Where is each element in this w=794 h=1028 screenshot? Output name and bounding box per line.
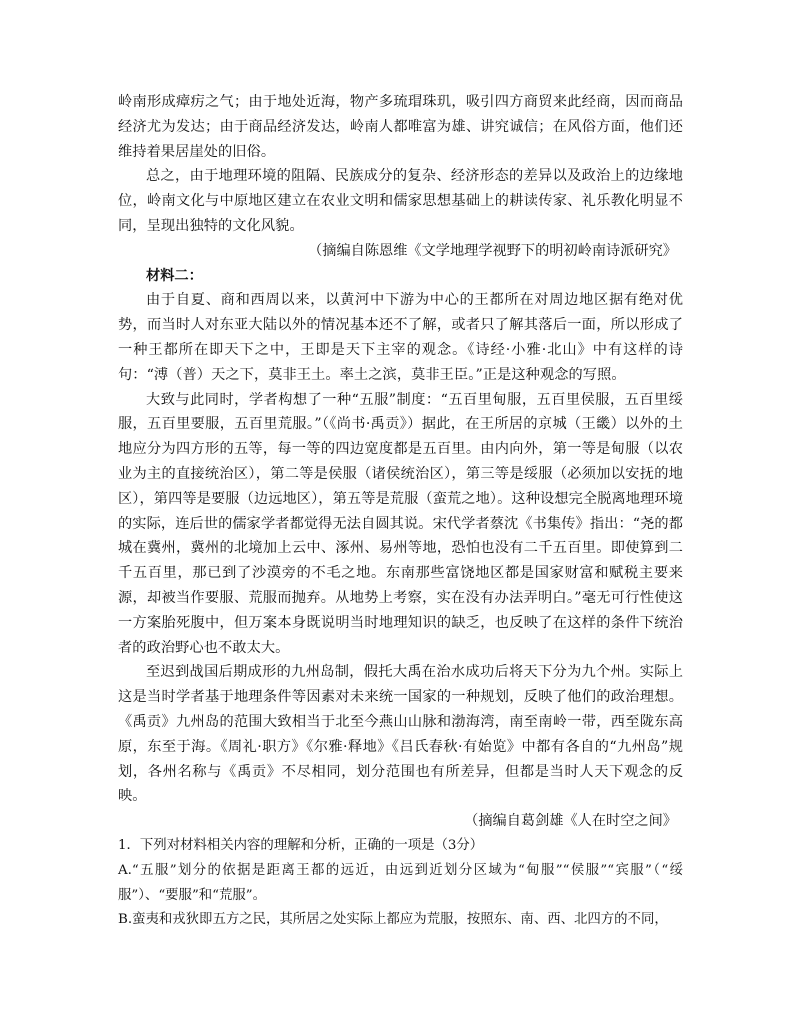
paragraph-1: 岭南形成瘴疠之气；由于地处近海，物产多琉瑁珠玑，吸引四方商贸来此经商，因而商品经济尤为发达；由于商品经济发达，岭南人都唯富为雄、讲究诚信；在风俗方面，他们还维持着果居崖处的旧俗。 [118,94,683,160]
source-citation-2: （摘编自葛剑雄《人在时空之间》 [464,813,677,830]
material-two-heading: 材料二： [146,267,203,284]
paragraph-5: 至迟到战国后期成形的九州岛制，假托大禹在治水成功后将天下分为九个州。实际上这是当时学者基于地理条件等因素对未来统一国家的一种规划，反映了他们的政治理想。《禹贡》九州岛的范围大致相当于北至今燕山山脉和渤海湾，南至南岭一带，西至陇东高原，东至于海。《周礼·职方》《尔雅·释地》《吕氏春秋·有始览》中都有各自的“九州岛”规划，各州名称与《禹贡》不尽相同，划分范围也有所差异，但都是当时人天下观念的反映。 [118,664,683,805]
option-a: A.“五服”划分的依据是距离王都的远近，由远到近划分区域为“甸服”“侯服”“宾服”（“绥服”）、“要服”和“荒服”。 [118,862,683,903]
question-1: 1．下列对材料相关内容的理解和分析，正确的一项是（3分） [118,837,484,853]
paragraph-3: 由于自夏、商和西周以来，以黄河中下游为中心的王都所在对周边地区据有绝对优势，而当时人对东亚大陆以外的情况基本还不了解，或者只了解其落后一面，所以形成了一种王都所在即天下之中，王即是天下主宰的观念。《诗经·小雅·北山》中有这样的诗句：“溥（普）天之下，莫非王土。率土之滨，莫非王臣。”正是这种观念的写照。 [118,292,683,383]
paragraph-4: 大致与此同时，学者构想了一种“五服”制度：“五百里甸服，五百里侯服，五百里绥服，五百里要服，五百里荒服。”（《尚书·禹贡》）据此，在王所居的京城（王畿）以外的土地应分为四方形的五等，每一等的四边宽度都是五百里。由内向外，第一等是甸服（以农业为主的直接统治区），第二等是侯服（诸侯统治区），第三等是绥服（必须加以安抚的地区），第四等是要服（边远地区），第五等是荒服（蛮荒之地）。这种设想完全脱离地理环境的实际，连后世的儒家学者都觉得无法自圆其说。宋代学者蔡沈《书集传》指出：“尧的都城在冀州，冀州的北境加上云中、涿州、易州等地，恐怕也没有二千五百里。即使算到二千五百里，那已到了沙漠旁的不毛之地。东南那些富饶地区都是国家财富和赋税主要来源，却被当作要服、荒服而抛弃。从地势上考察，实在没有办法弄明白。”毫无可行性使这一方案胎死腹中，但万案本身既说明当时地理知识的缺乏，也反映了在这样的条件下统治者的政治野心也不敢太大。 [118,391,683,656]
source-citation-1: （摘编自陈恩维《文学地理学视野下的明初岭南诗派研究》 [308,242,677,259]
paragraph-2: 总之，由于地理环境的阻隔、民族成分的复杂、经济形态的差异以及政治上的边缘地位，岭南文化与中原地区建立在农业文明和儒家思想基础上的耕读传家、礼乐教化明显不同，呈现出独特的文化风貌。 [118,168,683,234]
document-content [118,90,683,933]
option-b: B.蛮夷和戎狄即五方之民，其所居之处实际上都应为荒服，按照东、南、西、北四方的不同， [118,912,668,928]
